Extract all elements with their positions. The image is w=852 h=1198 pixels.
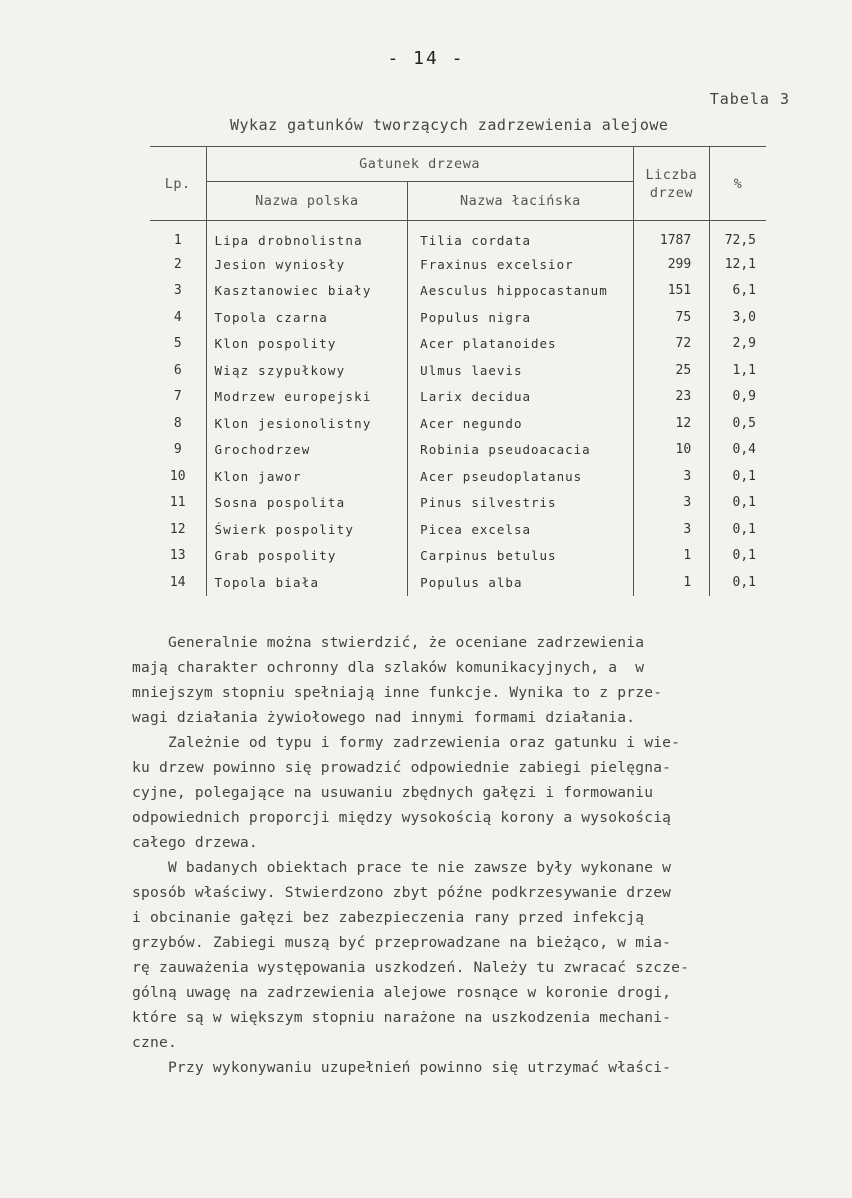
header-lp: Lp.	[150, 147, 206, 221]
text-line: rę zauważenia występowania uszkodzeń. Należy tu zwracać szcze-	[132, 959, 690, 976]
row-polish-name: Jesion wyniosły	[206, 251, 408, 278]
text-line: wagi działania żywiołowego nad innymi formami działania.	[132, 709, 636, 726]
row-percent: 0,9	[710, 384, 766, 411]
row-polish-name: Topola biała	[206, 569, 408, 596]
header-polish-name: Nazwa polska	[206, 182, 408, 221]
row-polish-name: Modrzew europejski	[206, 384, 408, 411]
row-lp: 14	[169, 574, 186, 590]
row-percent: 6,1	[710, 278, 766, 305]
table-row	[150, 251, 766, 278]
row-count: 72	[633, 331, 710, 358]
row-latin-name: Carpinus betulus	[408, 543, 633, 570]
row-lp: 12	[169, 521, 186, 537]
table-row	[150, 490, 766, 517]
row-count: 23	[633, 384, 710, 411]
row-polish-name: Klon jawor	[206, 463, 408, 490]
row-lp: 11	[169, 495, 186, 511]
row-count: 3	[633, 516, 710, 543]
table-title: Wykaz gatunków tworzących zadrzewienia alejowe	[230, 116, 669, 134]
row-count: 10	[633, 437, 710, 464]
row-percent: 12,1	[710, 251, 766, 278]
row-count: 3	[633, 490, 710, 517]
row-percent: 1,1	[710, 357, 766, 384]
row-count: 299	[633, 251, 710, 278]
table-row	[150, 516, 766, 543]
row-percent: 0,4	[710, 437, 766, 464]
table-row	[150, 463, 766, 490]
row-lp: 3	[173, 283, 182, 299]
row-polish-name: Świerk pospolity	[206, 516, 408, 543]
text-line: sposób właściwy. Stwierdzono zbyt późne podkrzesywanie drzew	[132, 884, 672, 901]
text-line: gólną uwagę na zadrzewienia alejowe rosnące w koronie drogi,	[132, 984, 672, 1001]
row-lp: 6	[173, 362, 182, 378]
row-lp: 7	[173, 389, 182, 405]
row-percent: 3,0	[710, 304, 766, 331]
row-latin-name: Aesculus hippocastanum	[408, 278, 633, 305]
table-body	[150, 221, 766, 596]
header-species-group: Gatunek drzewa	[206, 147, 633, 182]
text-line: W badanych obiektach prace te nie zawsze były wykonane w	[132, 859, 672, 876]
row-latin-name: Acer pseudoplatanus	[408, 463, 633, 490]
row-percent: 2,9	[710, 331, 766, 358]
text-line: Zależnie od typu i formy zadrzewienia oraz gatunku i wie-	[132, 734, 681, 751]
row-lp: 8	[173, 415, 182, 431]
row-latin-name: Fraxinus excelsior	[408, 251, 633, 278]
text-line: cyjne, polegające na usuwaniu zbędnych gałęzi i formowaniu	[132, 784, 654, 801]
row-latin-name: Robinia pseudoacacia	[408, 437, 633, 464]
row-polish-name: Grochodrzew	[206, 437, 408, 464]
text-line: czne.	[132, 1034, 177, 1051]
text-line: i obcinanie gałęzi bez zabezpieczenia rany przed infekcją	[132, 909, 645, 926]
species-table	[150, 146, 766, 596]
row-percent: 72,5	[710, 221, 766, 252]
row-polish-name: Grab pospolity	[206, 543, 408, 570]
text-line: całego drzewa.	[132, 834, 258, 851]
table-row	[150, 221, 766, 252]
row-count: 25	[633, 357, 710, 384]
row-latin-name: Pinus silvestris	[408, 490, 633, 517]
text-line: odpowiednich proporcji między wysokością korony a wysokością	[132, 809, 672, 826]
row-lp: 13	[169, 548, 186, 564]
row-count: 75	[633, 304, 710, 331]
row-polish-name: Topola czarna	[206, 304, 408, 331]
row-latin-name: Ulmus laevis	[408, 357, 633, 384]
row-lp: 5	[173, 336, 182, 352]
text-line: które są w większym stopniu narażone na uszkodzenia mechani-	[132, 1009, 672, 1026]
row-percent: 0,1	[710, 543, 766, 570]
page-number: - 14 -	[387, 48, 465, 69]
row-latin-name: Populus alba	[408, 569, 633, 596]
table-row	[150, 331, 766, 358]
text-line: Generalnie można stwierdzić, że oceniane zadrzewienia	[132, 634, 645, 651]
row-latin-name: Larix decidua	[408, 384, 633, 411]
row-percent: 0,1	[710, 490, 766, 517]
row-polish-name: Lipa drobnolistna	[206, 221, 408, 252]
text-line: Przy wykonywaniu uzupełnień powinno się utrzymać właści-	[132, 1059, 672, 1076]
text-line: ku drzew powinno się prowadzić odpowiednie zabiegi pielęgna-	[132, 759, 672, 776]
row-lp: 1	[173, 232, 182, 248]
row-count: 3	[633, 463, 710, 490]
table-row	[150, 278, 766, 305]
table-row	[150, 384, 766, 411]
row-polish-name: Kasztanowiec biały	[206, 278, 408, 305]
row-polish-name: Klon jesionolistny	[206, 410, 408, 437]
row-lp: 2	[173, 256, 182, 272]
header-latin-name: Nazwa łacińska	[408, 182, 633, 221]
row-percent: 0,5	[710, 410, 766, 437]
text-line: mniejszym stopniu spełniają inne funkcje. Wynika to z prze-	[132, 684, 663, 701]
row-count: 151	[633, 278, 710, 305]
row-latin-name: Acer platanoides	[408, 331, 633, 358]
header-count: Liczba drzew	[633, 147, 710, 221]
table-row	[150, 543, 766, 570]
row-lp: 4	[173, 309, 182, 325]
table-row	[150, 304, 766, 331]
row-polish-name: Klon pospolity	[206, 331, 408, 358]
row-lp: 9	[173, 442, 182, 458]
table-row	[150, 410, 766, 437]
table-row	[150, 357, 766, 384]
row-polish-name: Wiąz szypułkowy	[206, 357, 408, 384]
text-line: grzybów. Zabiegi muszą być przeprowadzane na bieżąco, w mia-	[132, 934, 672, 951]
row-latin-name: Picea excelsa	[408, 516, 633, 543]
row-latin-name: Acer negundo	[408, 410, 633, 437]
row-count: 1787	[633, 221, 710, 252]
text-line: mają charakter ochronny dla szlaków komunikacyjnych, a w	[132, 659, 645, 676]
row-latin-name: Tilia cordata	[408, 221, 633, 252]
row-count: 1	[633, 569, 710, 596]
table-row	[150, 569, 766, 596]
row-percent: 0,1	[710, 516, 766, 543]
row-latin-name: Populus nigra	[408, 304, 633, 331]
body-text	[132, 630, 792, 1080]
row-percent: 0,1	[710, 569, 766, 596]
header-percent: %	[710, 147, 766, 221]
row-count: 12	[633, 410, 710, 437]
row-count: 1	[633, 543, 710, 570]
row-lp: 10	[169, 468, 186, 484]
row-polish-name: Sosna pospolita	[206, 490, 408, 517]
table-label: Tabela 3	[709, 90, 790, 108]
table-row	[150, 437, 766, 464]
row-percent: 0,1	[710, 463, 766, 490]
